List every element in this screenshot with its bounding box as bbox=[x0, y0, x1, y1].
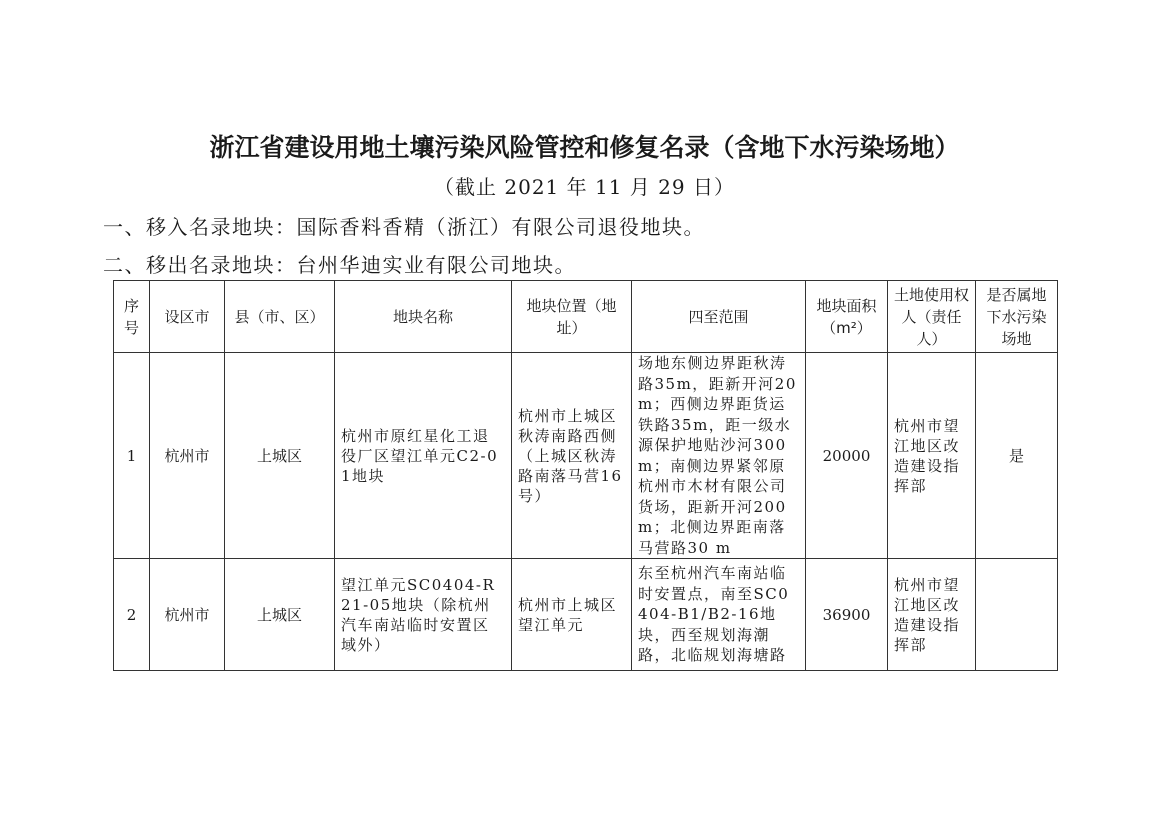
cell-area: 20000 bbox=[806, 353, 888, 559]
cell-city: 杭州市 bbox=[150, 559, 225, 671]
header-owner: 土地使用权人（责任人） bbox=[888, 281, 976, 353]
header-city: 设区市 bbox=[150, 281, 225, 353]
table-row bbox=[114, 559, 1058, 671]
cell-boundaries: 东至杭州汽车南站临时安置点，南至SC0404-B1/B2-16地块，西至规划海潮路，北临规划海塘路 bbox=[632, 559, 806, 671]
header-county: 县（市、区） bbox=[225, 281, 335, 353]
cell-index: 1 bbox=[114, 353, 150, 559]
table-row bbox=[114, 353, 1058, 559]
cell-groundwater bbox=[976, 559, 1058, 671]
table-header-row bbox=[114, 281, 1058, 353]
section-added-sites: 一、移入名录地块：国际香料香精（浙江）有限公司退役地块。 bbox=[103, 215, 705, 239]
cell-owner: 杭州市望江地区改造建设指挥部 bbox=[888, 353, 976, 559]
cell-site-name: 杭州市原红星化工退役厂区望江单元C2-01地块 bbox=[335, 353, 512, 559]
cell-county: 上城区 bbox=[225, 353, 335, 559]
header-site-name: 地块名称 bbox=[335, 281, 512, 353]
cell-location: 杭州市上城区秋涛南路西侧（上城区秋涛路南落马营16号） bbox=[512, 353, 632, 559]
cell-boundaries: 场地东侧边界距秋涛路35m，距新开河20m；西侧边界距货运铁路35m，距一级水源保护地贴沙河300m；南侧边界紧邻原杭州市木材有限公司货场，距新开河200m；北侧边界距南落马营路30 m bbox=[632, 353, 806, 559]
cell-site-name: 望江单元SC0404-R21-05地块（除杭州汽车南站临时安置区域外） bbox=[335, 559, 512, 671]
cell-county: 上城区 bbox=[225, 559, 335, 671]
cell-city: 杭州市 bbox=[150, 353, 225, 559]
cell-owner: 杭州市望江地区改造建设指挥部 bbox=[888, 559, 976, 671]
section-removed-sites: 二、移出名录地块：台州华迪实业有限公司地块。 bbox=[103, 253, 576, 277]
registry-table bbox=[113, 280, 1058, 671]
document-title: 浙江省建设用地土壤污染风险管控和修复名录（含地下水污染场地） bbox=[209, 133, 960, 162]
header-location: 地块位置（地址） bbox=[512, 281, 632, 353]
cell-index: 2 bbox=[114, 559, 150, 671]
cell-location: 杭州市上城区望江单元 bbox=[512, 559, 632, 671]
header-groundwater: 是否属地下水污染场地 bbox=[976, 281, 1058, 353]
document-subtitle-date: （截止 2021 年 11 月 29 日） bbox=[434, 175, 735, 199]
cell-groundwater: 是 bbox=[976, 353, 1058, 559]
header-area: 地块面积（m²） bbox=[806, 281, 888, 353]
header-index: 序号 bbox=[114, 281, 150, 353]
cell-area: 36900 bbox=[806, 559, 888, 671]
header-boundaries: 四至范围 bbox=[632, 281, 806, 353]
